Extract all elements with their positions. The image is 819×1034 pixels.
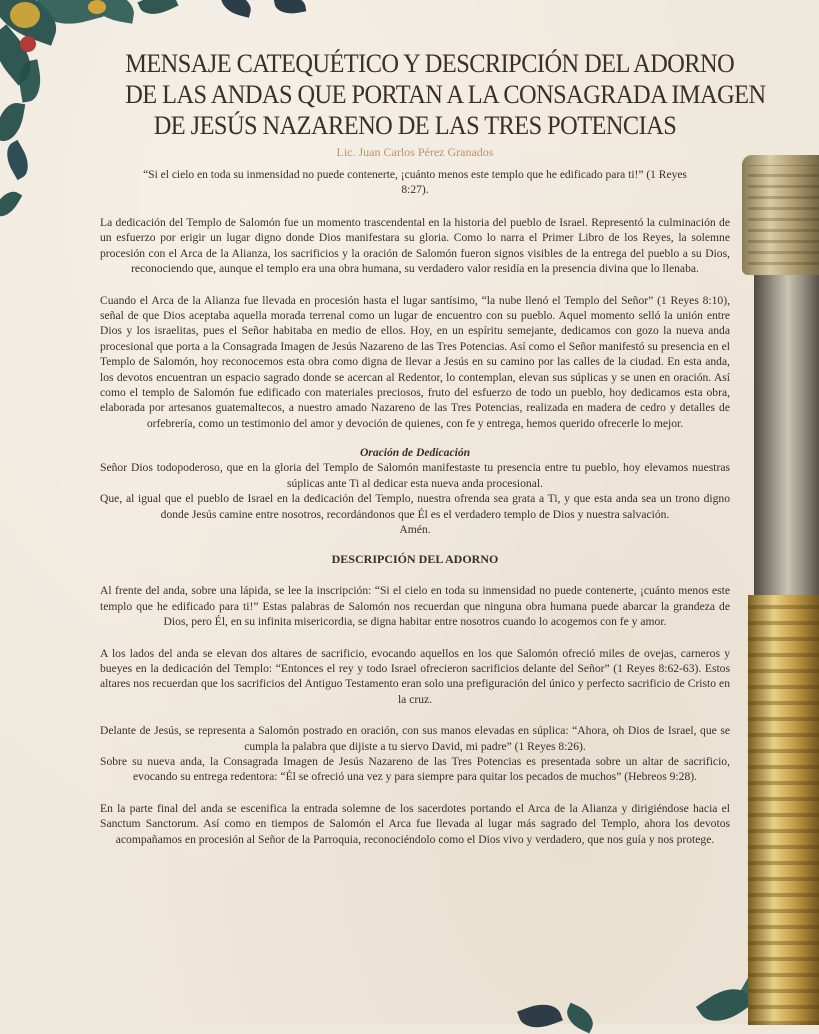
description-paragraph: En la parte final del anda se escenifica la entrada solemne de los sacerdotes portando el Arca de la Alianza y dirigiéndose hacia el Sanctum Sanctorum. Así como en tiempos de Salomón el Arca fue llevada al lugar más sagrado del Templo, ahora los devotos acompañamos en procesión al Señor de la Parroquia, reconociéndolo como el Dios vivo y verdadero, que nos guía y nos protege.	[100, 801, 730, 846]
document-body	[100, 48, 766, 847]
prayer-line: Que, al igual que el pueblo de Israel en la dedicación del Templo, nuestra ofrenda sea grata a Ti, y que esta anda sea un trono digno donde Jesús camine entre nosotros, recordándonos que Él es el verdadero templo de Dios y nuestra salvación.	[100, 492, 730, 521]
prayer-amen: Amén.	[399, 522, 431, 536]
description-paragraph: Delante de Jesús, se representa a Salomón postrado en oración, con sus manos elevadas en súplica: “Ahora, oh Dios de Israel, que se cumpla la palabra que dijiste a tu siervo David, mi padre” (1 Reyes 8:26).	[100, 724, 730, 753]
title-line: MENSAJE CATEQUÉTICO Y DESCRIPCIÓN DEL ADORNO	[125, 48, 735, 78]
description-paragraph: Sobre su nueva anda, la Consagrada Imagen de Jesús Nazareno de las Tres Potencias es presentada sobre un altar de sacrificio, evocando su entrega redentora: “Él se ofreció una vez y para siempre para quitar los pecados de muchos” (Hebreos 9:28).	[100, 754, 730, 784]
prayer-title: Oración de Dedicación	[359, 446, 471, 460]
description-paragraph: A los lados del anda se elevan dos altares de sacrificio, evocando aquellos en los que Salomón ofreció miles de ovejas, carneros y bueyes en la dedicación del Templo: “Entonces el rey y todo Israel ofrecieron sacrificios delante del Señor” (1 Reyes 8:62-63). Estos altares nos recuerdan que los sacrificios del Antiguo Testamento eran solo una prefiguración del único y perfecto sacrificio de Cristo en la cruz.	[100, 646, 730, 706]
description-paragraph: Al frente del anda, sobre una lápida, se lee la inscripción: “Si el cielo en toda su inmensidad no puede contenerte, ¡cuánto menos este templo que he edificado para ti!” Estas palabras de Salomón nos recuerdan que ninguna obra humana puede abarcar la grandeza de Dios, pero Él, en su infinita misericordia, se digna habitar entre nosotros cuando lo acogemos con fe y amor.	[100, 584, 730, 629]
title-line: DE LAS ANDAS QUE PORTAN A LA CONSAGRADA IMAGEN	[125, 79, 766, 109]
title-line: DE JESÚS NAZARENO DE LAS TRES POTENCIAS	[153, 110, 677, 140]
section-title: DESCRIPCIÓN DEL ADORNO	[331, 552, 499, 567]
ornamental-column	[742, 155, 819, 1025]
document-title	[125, 48, 766, 141]
intro-paragraph: La dedicación del Templo de Salomón fue un momento trascendental en la historia del pueblo de Israel. Representó la culminación de un esfuerzo por erigir un lugar digno donde Dios manifestara su gloria. Como lo narra el Primer Libro de los Reyes, la solemne procesión con el Arca de la Alianza, los sacrificios y la oración de Salomón fueron signos visibles de la entrega del pueblo a su Dios, reconociendo que, aunque el templo era una obra humana, su verdadero valor residía en la presencia divina que lo llenaba.	[100, 216, 730, 276]
prayer-line: Señor Dios todopoderoso, que en la gloria del Templo de Salomón manifestaste tu presencia entre tu pueblo, hoy elevamos nuestras súplicas ante Ti al dedicar esta nueva anda procesional.	[100, 461, 730, 490]
epigraph-quote: “Si el cielo en toda su inmensidad no puede contenerte, ¡cuánto menos este templo que he edificado para ti!” (1 Reyes 8:27).	[143, 169, 687, 196]
author-name: Lic. Juan Carlos Pérez Granados	[336, 145, 494, 159]
intro-paragraph: Cuando el Arca de la Alianza fue llevada en procesión hasta el lugar santísimo, “la nube llenó el Templo del Señor” (1 Reyes 8:10), señal de que Dios aceptaba aquella morada terrenal como un lugar de encuentro con su pueblo. Aquel momento selló la unión entre Dios y los israelitas, pues el Señor habitaba en medio de ellos. Hoy, en un espíritu semejante, dedicamos con gozo la nueva anda procesional que porta a la Consagrada Imagen de Jesús Nazareno de las Tres Potencias. Así como el Señor manifestó su presencia en el Templo de Salomón, hoy reconocemos esta obra como digna de llevar a Jesús en su camino por las calles de la ciudad. En esta anda, los devotos encuentran un espacio sagrado donde se acercan al Redentor, lo contemplan, elevan sus súplicas y se unen en oración. Así como el templo de Salomón fue edificado con materiales preciosos, fruto del esfuerzo de todo un pueblo, hoy dedicamos esta obra, elaborada por artesanos guatemaltecos, a nuestro amado Nazareno de las Tres Potencias, realizada en madera de cedro y detalles de orfebrería, como un testimonio del amor y devoción de quienes, con fe y entrega, hemos querido ofrecerle lo mejor.	[100, 293, 730, 430]
